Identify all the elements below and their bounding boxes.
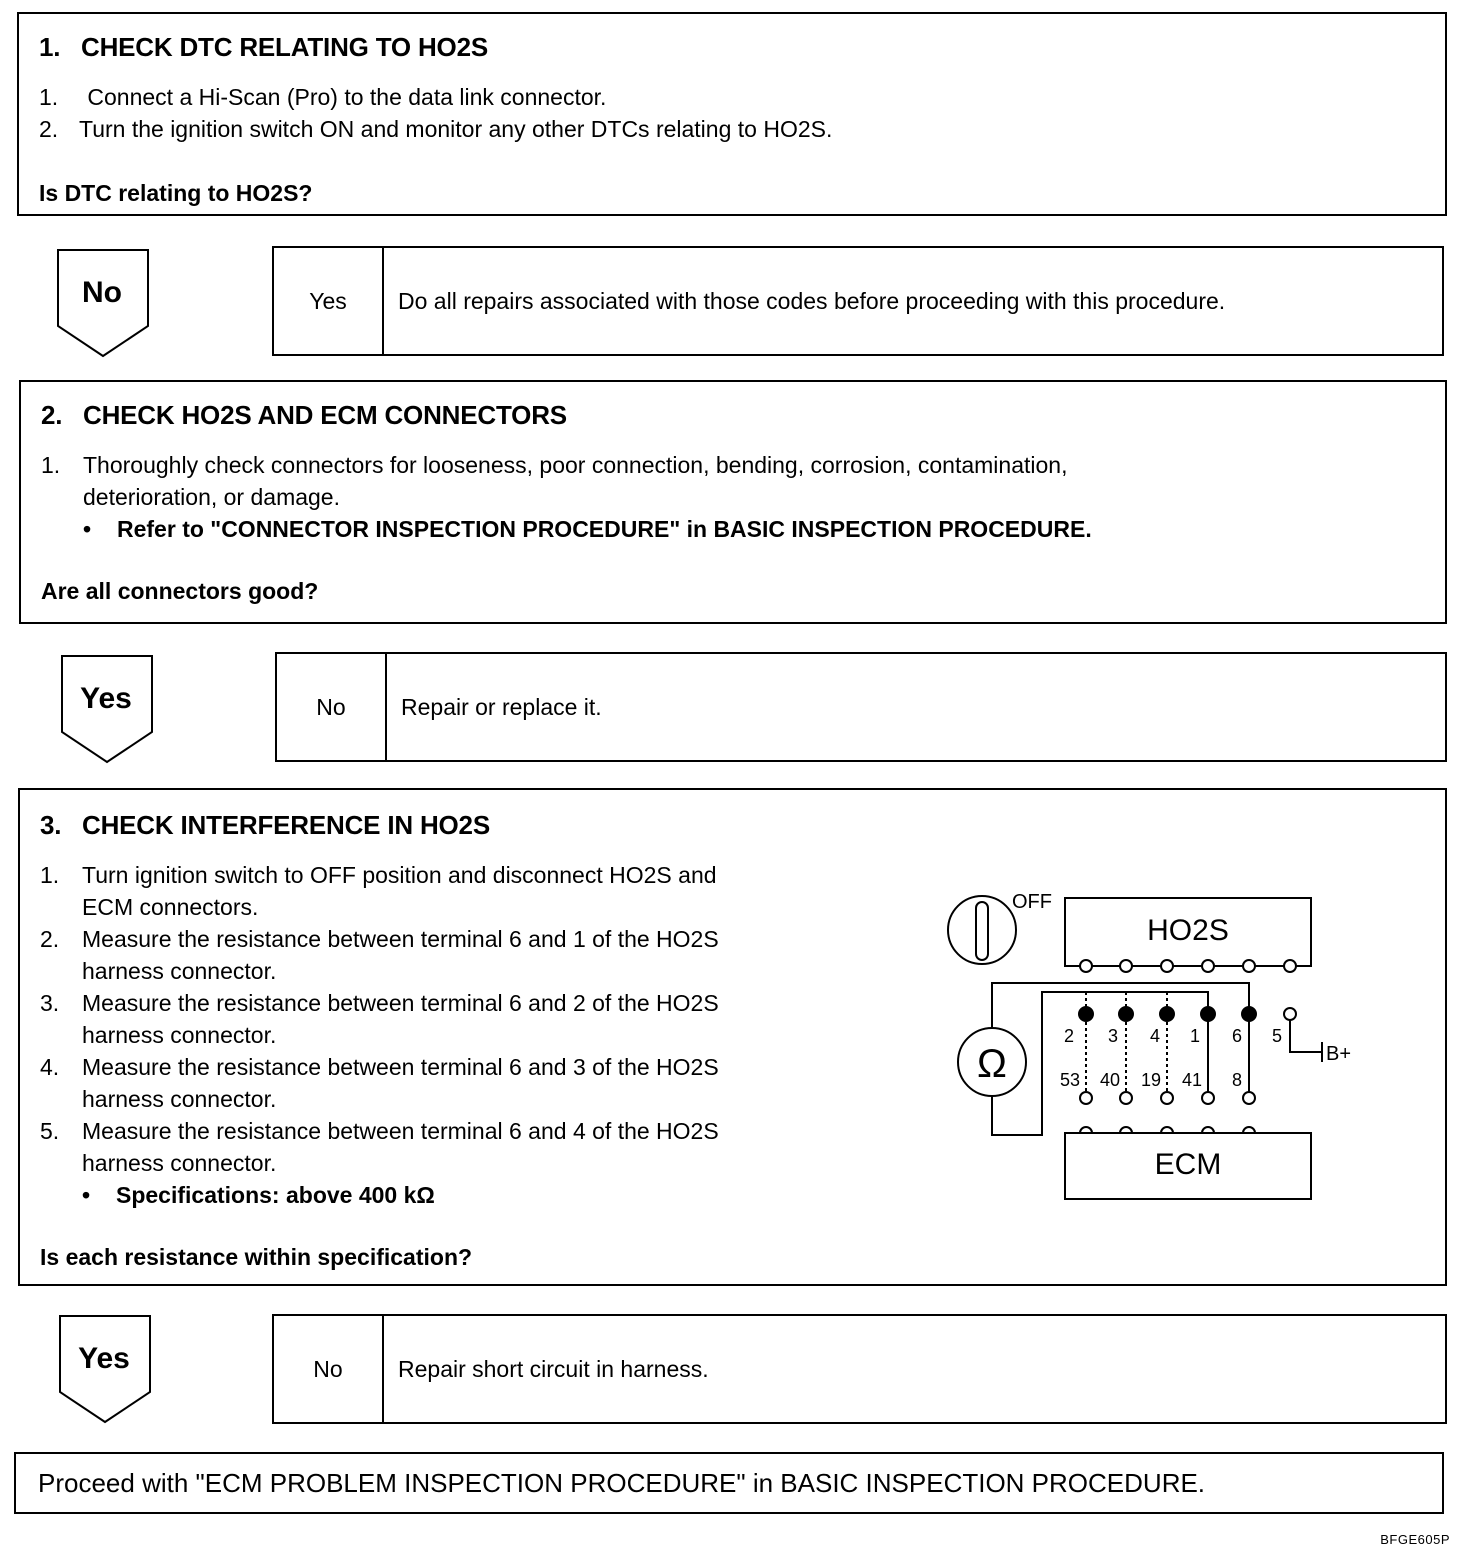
bullet-dot: • (83, 516, 92, 542)
switch-off-label: OFF (1012, 891, 1052, 913)
ecm-terminal-40: 40 (1099, 1070, 1120, 1090)
ho2s-terminal-1: 1 (1189, 1026, 1200, 1046)
ho2s-terminal-2: 2 (1063, 1026, 1074, 1046)
step1-item-1-number: 1. (39, 84, 59, 110)
ho2s-label: HO2S (1147, 914, 1229, 947)
bullet-dot: • (82, 1182, 91, 1208)
decision1-arrow (56, 248, 152, 360)
ho2s-terminal-4: 4 (1149, 1026, 1160, 1046)
step3-item-5-number: 5. (40, 1118, 60, 1144)
battery-label: B+ (1326, 1043, 1352, 1065)
decision1-result-text: Do all repairs associated with those codes before proceeding with this procedure. (398, 287, 1226, 314)
ignition-switch-icon (948, 896, 1016, 964)
decision2-arrow (60, 654, 156, 766)
step3-item-1-text: Turn ignition switch to OFF position and disconnect HO2S and (82, 862, 717, 888)
ho2s-terminal-3: 3 (1107, 1026, 1118, 1046)
ecm-terminal-8: 8 (1231, 1070, 1242, 1090)
wiring-diagram (940, 880, 1370, 1210)
step3-item-3-line2 (82, 1022, 276, 1049)
step1-number: 1. (39, 32, 61, 62)
step3-item-4-number: 4. (40, 1054, 60, 1080)
step3-item-4-line2 (82, 1086, 276, 1113)
step1-title-text: CHECK DTC RELATING TO HO2S (81, 32, 488, 62)
decision1-result (272, 246, 1444, 356)
meter-wiring (992, 983, 1249, 1135)
ho2s-terminal-5: 5 (1271, 1026, 1282, 1046)
step3-question: Is each resistance within specification? (40, 1244, 473, 1270)
ecm-terminal-53: 53 (1059, 1070, 1080, 1090)
step2-number: 2. (41, 400, 63, 430)
step3-number: 3. (40, 810, 62, 840)
step2-box (19, 380, 1447, 624)
step3-item-2-line2 (82, 958, 276, 985)
decision2-result-text: Repair or replace it. (401, 693, 602, 720)
decision2-result (275, 652, 1447, 762)
step3-title-text: CHECK INTERFERENCE IN HO2S (82, 810, 490, 840)
step3-item-1-line2 (82, 894, 258, 921)
step3-item-1-number: 1. (40, 862, 60, 888)
decision3-arrow (58, 1314, 154, 1426)
decision2-arrow-label: Yes (80, 682, 132, 715)
step2-item-1-line2 (83, 484, 340, 511)
step1-item-2-text: Turn the ignition switch ON and monitor any other DTCs relating to HO2S. (79, 116, 833, 142)
step3-item-3-number: 3. (40, 990, 60, 1016)
ecm-terminal-41: 41 (1181, 1070, 1202, 1090)
decision3-arrow-label: Yes (78, 1342, 130, 1375)
ecm-terminal-19: 19 (1140, 1070, 1161, 1090)
ohmmeter-icon (958, 1028, 1026, 1096)
decision2-result-label: No (277, 654, 387, 760)
step1-item-2-number: 2. (39, 116, 59, 142)
step3-title (40, 810, 490, 841)
step1-question: Is DTC relating to HO2S? (39, 180, 313, 206)
step2-title-text: CHECK HO2S AND ECM CONNECTORS (83, 400, 567, 430)
step1-title (39, 32, 488, 63)
step3-item-2-text: Measure the resistance between terminal 6 and 1 of the HO2S (82, 926, 719, 952)
step3-item-1-text-cont: ECM connectors. (82, 894, 259, 920)
step3-item-5-text: Measure the resistance between terminal 6 and 4 of the HO2S (82, 1118, 719, 1144)
ecm-label: ECM (1154, 1148, 1222, 1181)
figure-code: BFGE605P (1380, 1532, 1450, 1547)
step3-item-2-number: 2. (40, 926, 60, 952)
final-instruction: Proceed with "ECM PROBLEM INSPECTION PROCEDURE" in BASIC INSPECTION PROCEDURE. (14, 1452, 1444, 1514)
decision3-result-label: No (274, 1316, 384, 1422)
step1-item-1-text: Connect a Hi-Scan (Pro) to the data link connector. (81, 84, 607, 110)
step3-item-3-text-cont: harness connector. (82, 1022, 277, 1048)
decision3-result (272, 1314, 1447, 1424)
decision1-result-label: Yes (274, 248, 384, 354)
step3-item-2-text-cont: harness connector. (82, 958, 277, 984)
step2-bullet-text: Refer to "CONNECTOR INSPECTION PROCEDURE" in BASIC INSPECTION PROCEDURE. (117, 516, 1092, 542)
step2-item-1-text-cont: deterioration, or damage. (83, 484, 340, 510)
ho2s-terminal-6: 6 (1231, 1026, 1242, 1046)
ohmmeter-symbol: Ω (977, 1042, 1007, 1086)
step3-item-5-line2 (82, 1150, 276, 1177)
decision3-result-text: Repair short circuit in harness. (398, 1355, 709, 1382)
step3-item-5-text-cont: harness connector. (82, 1150, 277, 1176)
step2-item-1-text: Thoroughly check connectors for looseness, poor connection, bending, corrosion, contamination, (83, 452, 1068, 478)
step3-bullet-text: Specifications: above 400 kΩ (116, 1182, 435, 1208)
step3-item-4-text-cont: harness connector. (82, 1086, 277, 1112)
step2-item-1-number: 1. (41, 452, 61, 478)
step2-title (41, 400, 567, 431)
decision1-arrow-label: No (82, 276, 122, 309)
step3-item-4-text: Measure the resistance between terminal 6 and 3 of the HO2S (82, 1054, 719, 1080)
step3-item-3-text: Measure the resistance between terminal 6 and 2 of the HO2S (82, 990, 719, 1016)
step1-box (17, 12, 1447, 216)
step2-question: Are all connectors good? (41, 578, 319, 604)
